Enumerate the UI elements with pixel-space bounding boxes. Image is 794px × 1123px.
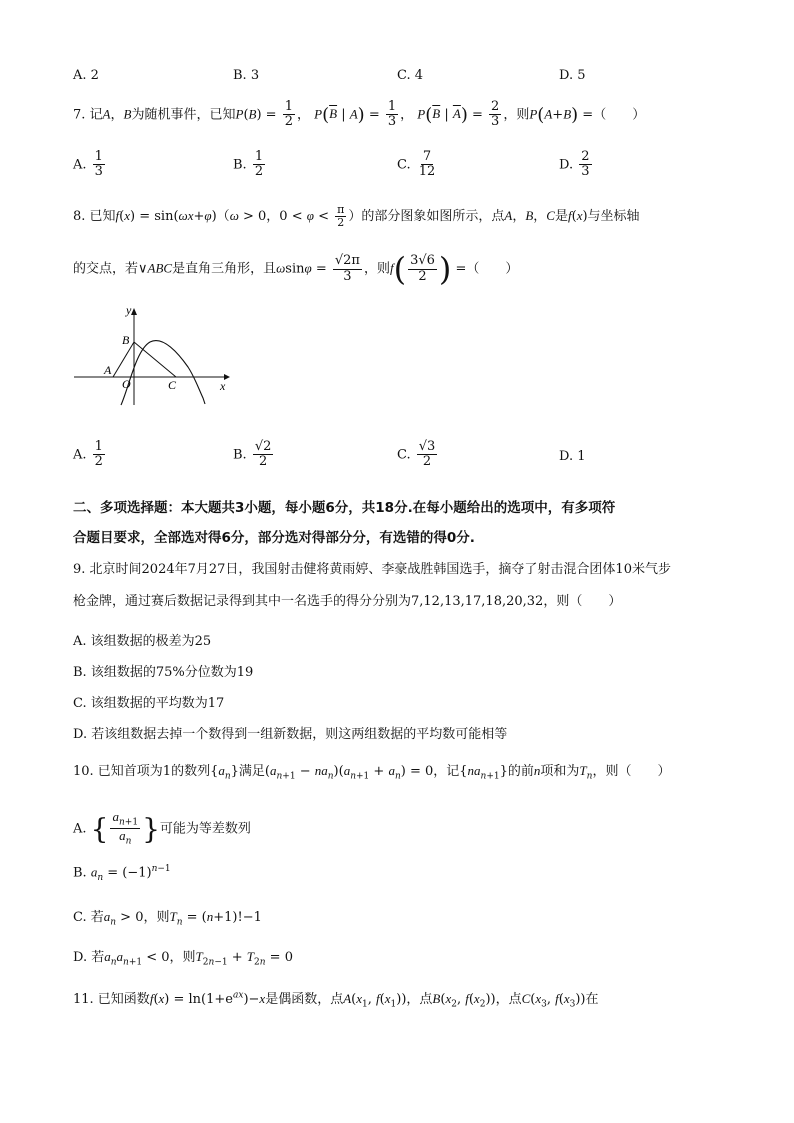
q7-option-a: A. $\frac{1}{3}$ [73, 149, 103, 180]
q8-option-b: B. $\frac{√2}{2}$ [233, 439, 272, 470]
q9-line2: 枪金牌，通过赛后数据记录得到其中一名选手的得分分别为7,12,13,17,18,20,32，则（ ） [73, 594, 622, 609]
q11-stem: 11. 已知函数$f(x) = \ln(1+e^{ax})-x$是偶函数，点$A(x_1$, $f(x_1)$)，点$B(x_2$, $f(x_2)$)，点$C(x_3$, $f(x_3)$)在 [73, 990, 599, 1010]
q9-line1: 9. 北京时间2024年7月27日，我国射击健将黄雨婷、李豪战胜韩国选手，摘夺了射击混合团体10米气步 [73, 562, 671, 577]
q9-option-b: B. 该组数据的75%分位数为19 [73, 665, 254, 680]
q8-option-c: C. $\frac{√3}{2}$ [397, 439, 436, 470]
q8-line2: 的交点，若∨ABC是直角三角形，且ωsinφ = $\frac{√2\pi}{3}$ ，则f( $\frac{3√6}{2}$ ) =（ ） [73, 250, 519, 288]
segment-bc [134, 342, 176, 377]
q7-option-b: B. $\frac{1}{2}$ [233, 149, 264, 180]
q8-sine-graph [72, 302, 237, 412]
q8-line1: 8. 已知f(x) = sin(ωx+φ)（ω > 0，0 < φ < $\frac{\pi}{2}$ ）的部分图象如图所示，点A，B，C是f(x)与坐标轴 [73, 203, 640, 230]
label-b: B [122, 333, 130, 347]
q10-option-a: A. { $\frac{a_{n+1}}{a_n}$ }可能为等差数列 [73, 809, 251, 848]
section2-heading-line2: 合题目要求，全部选对得6分，部分选对得部分分，有选错的得0分. [73, 530, 475, 546]
q7-option-c: C. $\frac{7}{12}$ [397, 149, 436, 180]
q7-number: 7. [73, 107, 86, 123]
label-o: O [122, 377, 131, 391]
label-x: x [220, 379, 226, 393]
q10-stem: 10. 已知首项为1的数列$\{a_n\}$满足$(a_{n+1} - na_n)(a_{n+1} + a_n) = 0$，记$\{na_{n+1}\}$的前n项和为$T_n$，则（ ） [73, 763, 671, 782]
q10-option-c: C. 若$a_n > 0$，则$T_n = (n+1)!-1$ [73, 909, 262, 928]
q6-option-d: D. 5 [559, 68, 586, 83]
q6-option-b: B. 3 [233, 68, 260, 83]
q8-option-d: D. 1 [559, 449, 586, 464]
q6-option-c: C. 4 [397, 68, 424, 83]
q10-option-d: D. 若$a_na_{n+1} < 0$，则$T_{2n-1} + T_{2n} = 0$ [73, 949, 293, 968]
segment-ab [113, 342, 134, 377]
q9-option-a: A. 该组数据的极差为25 [73, 634, 212, 649]
label-a: A [104, 363, 112, 377]
q8-number: 8. [73, 209, 86, 225]
y-axis-arrow [131, 308, 137, 315]
q9-option-c: C. 该组数据的平均数为17 [73, 696, 225, 711]
q10-option-b: B. $a_n = (-1)^{n-1}$ [73, 864, 171, 883]
q8-option-d-value: 1 [577, 449, 586, 464]
q7-option-d: D. $\frac{2}{3}$ [559, 149, 590, 180]
label-y: y [126, 303, 132, 317]
label-c: C [168, 378, 177, 392]
q9-option-d: D. 若该组数据去掉一个数得到一组新数据，则这两组数据的平均数可能相等 [73, 727, 508, 742]
q8-option-a: A. $\frac{1}{2}$ [73, 439, 103, 470]
section2-heading-line1: 二、多项选择题：本大题共3小题，每小题6分，共18分.在每小题给出的选项中，有多项符 [73, 500, 616, 516]
q7-stem: 7. 记A，B为随机事件，已知P(B) = $\frac{1}{2}$ ， $P(\overline{B}$ | A) = $\frac{1}{3}$ ， $P(\overline{B}$ | $\overline{A}$) = $\frac{2}{3}$ ，则P(A+B) =（ ） [73, 99, 646, 130]
q6-option-a: A. 2 [73, 68, 99, 83]
